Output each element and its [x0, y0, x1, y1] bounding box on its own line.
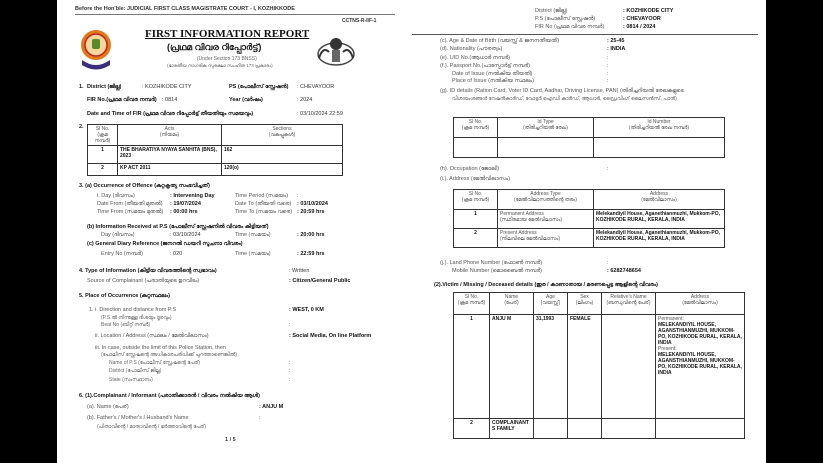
- header-cell: Sl No. (ക്രമ നമ്പർ): [88, 125, 118, 146]
- page-number: 1 / 5: [225, 437, 236, 443]
- received-day-label: Day (ദിവസം): [101, 232, 135, 238]
- general-diary-title: (c) General Diary Reference (ജനറൽ ഡയറി സൂചനാ വിവരം): [87, 241, 243, 247]
- header-cell: Age (വയസ്സ്): [534, 293, 568, 315]
- beat-label: Beat No (ബീറ്റ് നമ്പർ): [101, 322, 151, 328]
- table-row: 1 Permanent Address (സ്ഥിരമായ മേൽവിലാസം) Melekandiyil House, Aganethianmuzhi, Mukkom-PO, KOZHIKODE RURAL, KERALA, INDIA: [454, 210, 725, 229]
- father-name-sublabel: (പിതാവിന്റെ / മാതാവിന്റെ / ഭർത്താവിന്റെ പേര്): [97, 424, 206, 430]
- direction-label: 1. i. Direction and distance from P.S: [89, 307, 177, 313]
- table-row: 2 COMPLAINANTS FAMILY: [454, 419, 745, 439]
- section-number: 1.: [79, 84, 84, 90]
- document-title-ml: (പ്രഥമ വിവര റിപ്പോർട്ട്): [167, 42, 262, 52]
- header-cell: Sex (ലിംഗം): [568, 293, 602, 315]
- table-row: 2 Present Address (നിലവിലെ മേൽവിലാസം) Melekandiyil House, Aganethianmuzhi, Mukkom-PO, KOZHIKODE RURAL, KERALA, INDIA: [454, 229, 725, 248]
- time-to-label: Time To (സമയം വരെ): [235, 209, 293, 215]
- header-cell: Relative's Name (ബന്ധുവിന്റെ പേര്): [602, 293, 656, 315]
- ps-name-value: :: [289, 360, 291, 366]
- direction-value: : WEST, 0 KM: [289, 307, 324, 313]
- info-received-title: (b) Information Received at P.S (പോലീസ് സ്റ്റേഷനിൽ വിവരം കിട്ടിയത്): [87, 224, 269, 230]
- place-occurrence-title: 5. Place of Occurrence (കുറ്റസ്ഥലം): [79, 293, 170, 299]
- date-of-issue-value: :: [607, 71, 609, 77]
- complainant-name-label: (a). Name (പേര്): [87, 404, 129, 410]
- header-cell: Sl No. (ക്രമ നമ്പർ): [454, 293, 490, 315]
- id-details-sublabel: വിശദാംശങ്ങൾ റേഷൻകാർഡ്, വോട്ടർ ഐഡി കാർഡ്, ആധാർ, ഡ്രൈവിംഗ് ലൈസൻസ്, പാൻ): [452, 96, 677, 102]
- outside-district-value: :: [289, 368, 291, 374]
- document-title: FIRST INFORMATION REPORT: [145, 28, 310, 40]
- entry-no-value: : 020: [170, 251, 183, 257]
- ps-value: : CHEVAYOOR: [297, 84, 335, 90]
- time-from-value: : 00:00 hrs: [170, 209, 198, 215]
- passport-value: :: [607, 63, 609, 69]
- fir-no-value: : 0814: [162, 97, 178, 103]
- year-value: : 2024: [297, 97, 313, 103]
- header-cell: Name (പേര്): [490, 293, 534, 315]
- age-dob-value: : 25-45: [607, 38, 625, 44]
- address-label: (i.). Address (മേൽവിലാസം): [440, 176, 510, 182]
- outside-limit-label: iii. In case, outside the limit of this Police Station, then: [95, 345, 226, 351]
- land-phone-label: (j.). Land Phone Number (ഫോൺ നമ്പർ): [440, 260, 543, 266]
- beat-value: :: [289, 322, 291, 328]
- entry-no-label: Entry No (നമ്പർ): [101, 251, 143, 257]
- header-ps-value: : CHEVAYOOR: [623, 16, 661, 22]
- place-of-issue-value: :: [607, 78, 609, 84]
- state-value: :: [289, 377, 291, 383]
- source-label: Source of Complainant (പരാതിയുടെ ഉറവിടം): [87, 278, 200, 284]
- under-section-ml: (ഭാരതീയ നാഗരിക സുരക്ഷാ സംഹിത 173 പ്രകാരം): [167, 63, 273, 68]
- table-row: 1 ANJU M 31,1993 FEMALE Permanent: MELEKANDIYIL HOUSE, AGANSTHIANMUZHI, MUKKOM-PO, KOZHIKODE RURAL, KERALA, INDIA Present: MELEKANDIYIL HOUSE, AGANSTHIANMUZHI, MUKKOM-PO, KOZHIKODE RURAL, KERALA, INDIA: [454, 315, 745, 419]
- table-row: [454, 138, 725, 158]
- outside-district-label: District (പോലീസ് ജില്ല): [109, 368, 162, 374]
- mobile-value: : 6282748654: [607, 268, 641, 274]
- court-header: Before the Hon'ble: JUDICIAL FIRST CLASS MAGISTRATE COURT - I, KOZHIKKODE: [75, 6, 295, 12]
- district-label: District (ജില്ല): [87, 84, 122, 90]
- land-phone-value: :: [607, 260, 609, 266]
- header-cell: Sl No. (ക്രമ നമ്പർ): [454, 190, 498, 210]
- received-day-value: : 03/10/2024: [170, 232, 201, 238]
- place-of-issue-label: Place of Issue (നൽകിയ സ്ഥലം): [452, 78, 534, 84]
- outside-limit-sublabel: (പോലീസ് സ്റ്റേഷന്റെ അധികാരപരിധിക്ക് പുറത്താണെങ്കിൽ): [101, 352, 237, 358]
- address-table: [453, 189, 725, 248]
- day-value: : Intervening Day: [170, 193, 215, 199]
- id-details-label: (g). ID details (Ration Card, Voter ID Card, Aadhar, Driving License, PAN) (തിരിച്ചറിയൽ രേഖകളുടെ: [440, 88, 684, 94]
- kerala-emblem-logo: [315, 32, 357, 68]
- received-time-label: Time (സമയം): [235, 232, 271, 238]
- date-from-label: Date From (തീയതി മുതൽ): [97, 201, 163, 207]
- period-label: Time Period (സമയം): [235, 193, 289, 199]
- header-cell: Acts (നിയമം): [118, 125, 222, 146]
- gd-time-label: Time (സമയം): [235, 251, 271, 257]
- mobile-label: Mobile Number (മൊബൈൽ നമ്പർ): [452, 268, 543, 274]
- occurrence-title: 3. (a) Occurrence of Offence (കുറ്റകൃത്യ സംഭവിച്ചത്): [79, 183, 210, 189]
- header-cell: Sections (വകുപ്പുകൾ): [222, 125, 343, 146]
- id-details-table: [453, 117, 725, 158]
- uid-label: (e). UID No.(ആധാർ നമ്പർ): [440, 55, 511, 61]
- form-code: CCTNS-R-IIF-1: [342, 18, 377, 24]
- victim-details-title: (2).Victim / Missing / Deceased details (ഇര / കാണാതായ / മരണപ്പെട്ട ആളിന്റെ വിവരം): [434, 282, 658, 288]
- date-to-label: Date To (തീയതി വരെ): [235, 201, 292, 207]
- nationality-label: (d). Nationality (പൗരത്വം): [440, 46, 503, 52]
- header-cell: Id Type (തിരിച്ചറിയൽ രേഖ): [498, 118, 594, 138]
- info-type-value: : Written: [289, 268, 310, 274]
- direction-sublabel: (P.S.ൽ നിന്നുള്ള ദിശയും ദൂരവും): [101, 315, 172, 321]
- district-value: : KOZHIKODE CITY: [142, 84, 192, 90]
- complainant-name-value: : ANJU M: [259, 404, 284, 410]
- complainant-title: 6. (1).Complainant / Informant (പരാതിക്കാരൻ / വിവരം നൽകിയ ആൾ): [79, 393, 260, 399]
- header-district-label: District (ജില്ല): [535, 8, 568, 14]
- received-time-value: : 20:00 hrs: [297, 232, 325, 238]
- header-cell: Sl No. (ക്രമ നമ്പർ): [454, 118, 498, 138]
- time-from-label: Time From (സമയം മുതൽ): [97, 209, 164, 215]
- header-fir-label: FIR No (പ്രഥമ വിവര നമ്പർ): [535, 24, 605, 30]
- header-cell: Address (മേൽവിലാസം): [656, 293, 745, 315]
- header-district-value: : KOZHIKODE CITY: [623, 8, 674, 14]
- ps-name-label: Name of P.S (പോലീസ് സ്റ്റേഷന്റെ പേര്): [109, 360, 200, 366]
- time-to-value: : 20:59 hrs: [297, 209, 325, 215]
- fir-page-1: [57, 0, 402, 463]
- info-type-title: 4. Type of Information (കിട്ടിയ വിവരത്തിന്റെ സ്വഭാവം): [79, 268, 217, 274]
- header-fir-value: : 0814 / 2024: [623, 24, 656, 30]
- section-number: 2.: [79, 124, 84, 130]
- uid-value: :: [607, 55, 609, 61]
- under-section: (Under Section 173 BNSS): [197, 56, 257, 62]
- age-dob-label: (c). Age & Date of Birth (വയസ്സ് & ജനനതീയതി): [440, 38, 560, 44]
- fir-datetime-value: : 03/10/2024 22:59: [297, 111, 343, 117]
- table-row: 1 THE BHARATIYA NYAYA SANHITA (BNS), 2023 162: [88, 146, 343, 164]
- kerala-police-logo: [79, 28, 113, 72]
- document-viewer: [57, 0, 766, 463]
- occupation-value: :: [607, 166, 609, 172]
- source-value: : Citizen/General Public: [289, 278, 351, 284]
- father-name-label: (b). Father's / Mother's / Husband's Name: [87, 415, 189, 421]
- period-value: :: [297, 193, 299, 199]
- fir-page-2: [412, 0, 766, 463]
- location-value: : Social Media, On line Platform: [289, 333, 372, 339]
- gd-time-value: : 22:59 hrs: [297, 251, 325, 257]
- header-ps-label: P.S (പോലീസ് സ്റ്റേഷൻ): [535, 16, 596, 22]
- date-from-value: : 19/07/2024: [170, 201, 201, 207]
- nationality-value: : INDIA: [607, 46, 626, 52]
- fir-datetime-label: Date and Time of FIR (പ്രഥമ വിവര റിപ്പോർട്ട് തീയതിയും സമയവും): [87, 111, 254, 117]
- location-label: ii. Location / Address (സ്ഥലം / മേൽവിലാസം): [95, 333, 209, 339]
- table-row: 2 KP ACT 2011 120(o): [88, 164, 343, 176]
- date-of-issue-label: Date of Issue (നൽകിയ തീയതി): [452, 71, 533, 77]
- date-to-value: : 03/10/2024: [297, 201, 328, 207]
- father-name-value: :: [259, 415, 261, 421]
- acts-sections-table: [87, 124, 343, 176]
- year-label: Year (വർഷം): [229, 97, 263, 103]
- fir-no-label: FIR No.(പ്രഥമ വിവര നമ്പർ): [87, 97, 157, 103]
- day-label: i. Day (ദിവസം): [97, 193, 135, 199]
- victim-table: [453, 292, 745, 439]
- state-label: State (സംസ്ഥാനം): [109, 377, 153, 383]
- header-cell: Address Type (മേൽവിലാസത്തിന്റെ തരം): [498, 190, 594, 210]
- occupation-label: (h). Occupation (ജോലി): [440, 166, 500, 172]
- header-cell: Address (മേൽവിലാസം): [594, 190, 725, 210]
- header-cell: Id Number (തിരിച്ചറിയൽ രേഖ നമ്പർ): [594, 118, 725, 138]
- ps-label: PS (പോലീസ് സ്റ്റേഷൻ): [229, 84, 289, 90]
- passport-label: (f.). Passport No.(പാസ്പോർട്ട് നമ്പർ): [440, 63, 530, 69]
